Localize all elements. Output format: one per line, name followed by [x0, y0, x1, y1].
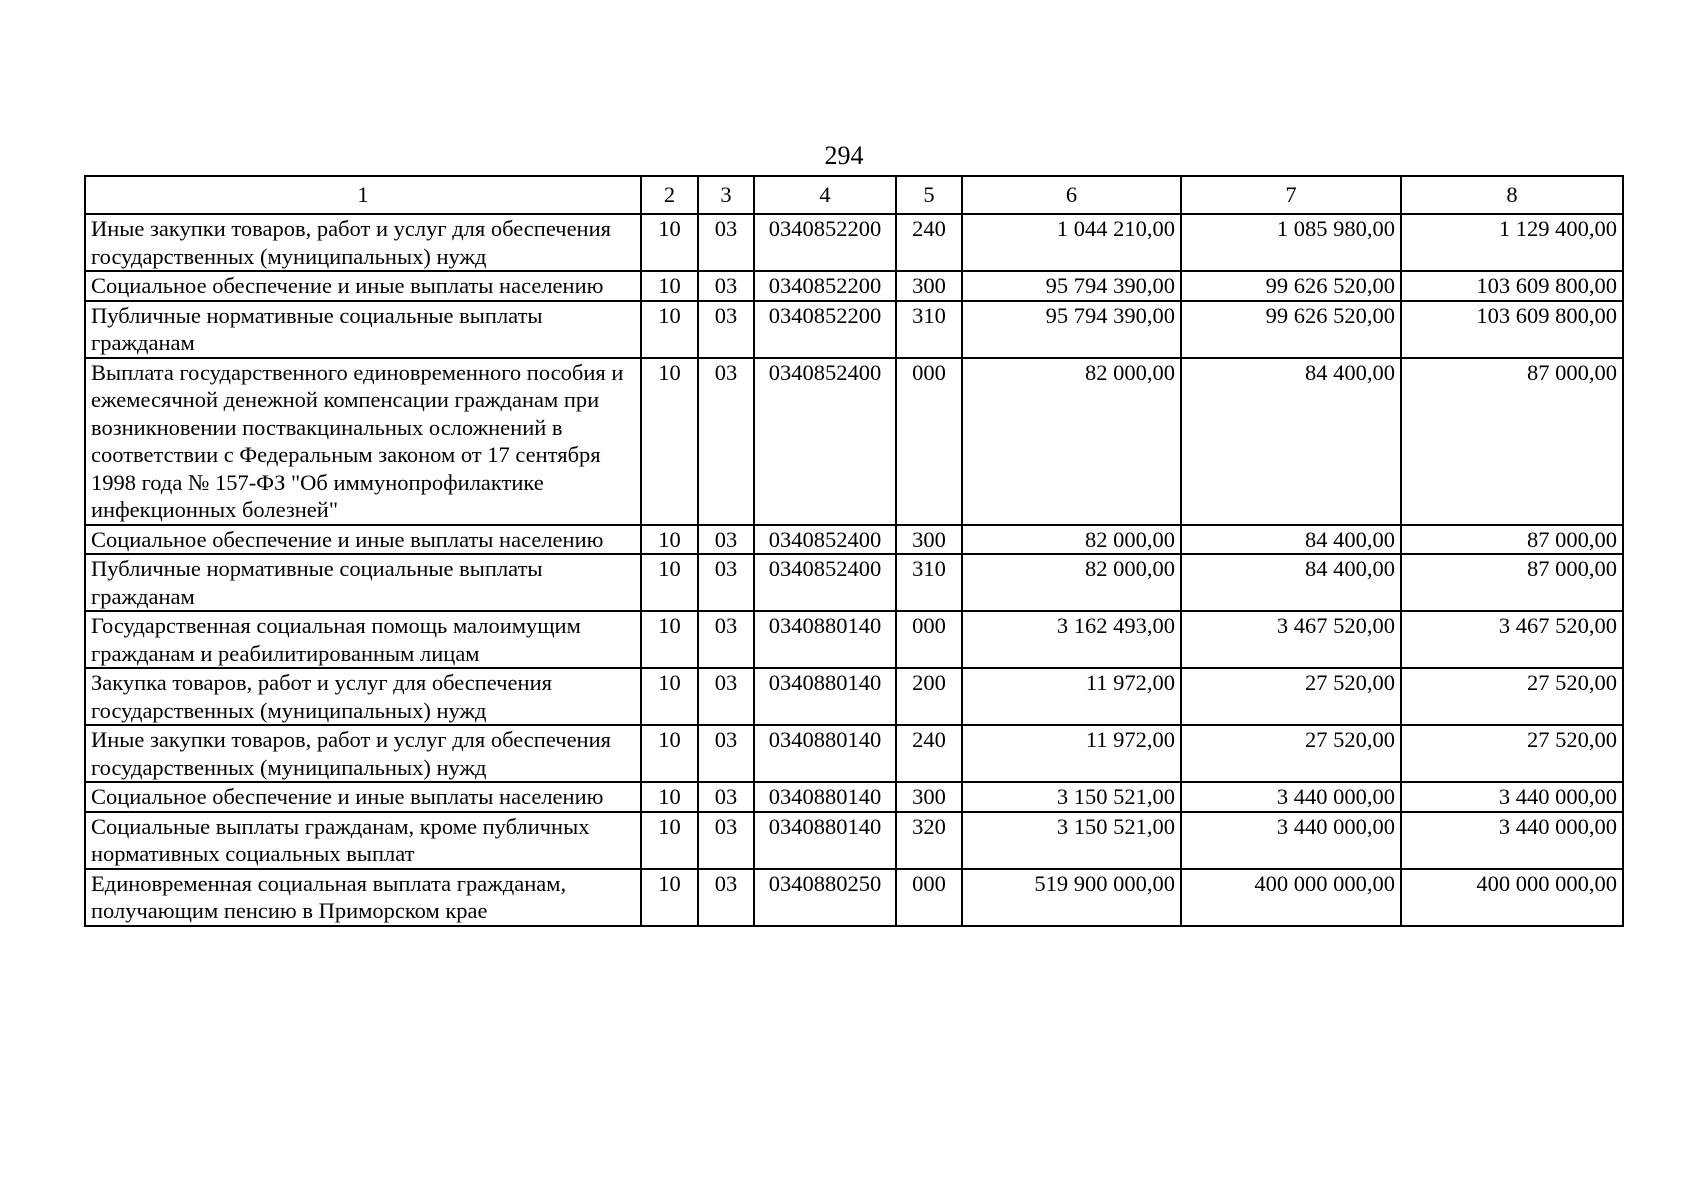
subsection-code: 03 [698, 554, 754, 611]
target-article-code: 0340852200 [754, 301, 896, 358]
amount-col-6: 3 150 521,00 [962, 782, 1181, 812]
subsection-code: 03 [698, 611, 754, 668]
amount-col-6: 82 000,00 [962, 358, 1181, 525]
table-row [85, 812, 1623, 869]
page-number: 294 [824, 141, 864, 170]
column-header: 5 [896, 176, 962, 214]
table-row [85, 554, 1623, 611]
subsection-code: 03 [698, 214, 754, 271]
section-code: 10 [641, 358, 698, 525]
section-code: 10 [641, 782, 698, 812]
amount-col-8: 3 440 000,00 [1401, 812, 1623, 869]
expense-type-code: 300 [896, 525, 962, 555]
section-code: 10 [641, 812, 698, 869]
amount-col-7: 3 467 520,00 [1181, 611, 1401, 668]
amount-col-8: 3 467 520,00 [1401, 611, 1623, 668]
amount-col-7: 1 085 980,00 [1181, 214, 1401, 271]
amount-col-6: 3 162 493,00 [962, 611, 1181, 668]
expense-type-code: 240 [896, 725, 962, 782]
row-name: Социальные выплаты гражданам, кроме публичных нормативных социальных выплат [85, 812, 641, 869]
amount-col-8: 87 000,00 [1401, 525, 1623, 555]
expense-type-code: 000 [896, 358, 962, 525]
section-code: 10 [641, 271, 698, 301]
table-row [85, 301, 1623, 358]
section-code: 10 [641, 301, 698, 358]
table-row [85, 525, 1623, 555]
section-code: 10 [641, 869, 698, 926]
amount-col-6: 11 972,00 [962, 725, 1181, 782]
expense-type-code: 000 [896, 611, 962, 668]
subsection-code: 03 [698, 271, 754, 301]
amount-col-7: 99 626 520,00 [1181, 301, 1401, 358]
target-article-code: 0340880140 [754, 782, 896, 812]
row-name: Закупка товаров, работ и услуг для обеспечения государственных (муниципальных) нужд [85, 668, 641, 725]
row-name: Иные закупки товаров, работ и услуг для обеспечения государственных (муниципальных) нужд [85, 725, 641, 782]
subsection-code: 03 [698, 668, 754, 725]
target-article-code: 0340880140 [754, 725, 896, 782]
amount-col-7: 27 520,00 [1181, 668, 1401, 725]
target-article-code: 0340852400 [754, 358, 896, 525]
expense-type-code: 300 [896, 271, 962, 301]
header-row [85, 176, 1623, 214]
table-row [85, 668, 1623, 725]
target-article-code: 0340880140 [754, 668, 896, 725]
target-article-code: 0340852200 [754, 214, 896, 271]
table-row [85, 271, 1623, 301]
section-code: 10 [641, 611, 698, 668]
subsection-code: 03 [698, 869, 754, 926]
row-name: Социальное обеспечение и иные выплаты населению [85, 782, 641, 812]
subsection-code: 03 [698, 301, 754, 358]
amount-col-6: 1 044 210,00 [962, 214, 1181, 271]
amount-col-7: 3 440 000,00 [1181, 782, 1401, 812]
amount-col-8: 27 520,00 [1401, 668, 1623, 725]
row-name: Социальное обеспечение и иные выплаты населению [85, 271, 641, 301]
table-row [85, 358, 1623, 525]
target-article-code: 0340880250 [754, 869, 896, 926]
target-article-code: 0340880140 [754, 812, 896, 869]
amount-col-7: 84 400,00 [1181, 554, 1401, 611]
column-header: 3 [698, 176, 754, 214]
amount-col-8: 103 609 800,00 [1401, 301, 1623, 358]
section-code: 10 [641, 214, 698, 271]
table-row [85, 214, 1623, 271]
column-header: 7 [1181, 176, 1401, 214]
subsection-code: 03 [698, 812, 754, 869]
amount-col-8: 27 520,00 [1401, 725, 1623, 782]
amount-col-7: 99 626 520,00 [1181, 271, 1401, 301]
expense-type-code: 240 [896, 214, 962, 271]
row-name: Иные закупки товаров, работ и услуг для обеспечения государственных (муниципальных) нужд [85, 214, 641, 271]
row-name: Публичные нормативные социальные выплаты гражданам [85, 554, 641, 611]
amount-col-7: 400 000 000,00 [1181, 869, 1401, 926]
budget-table [84, 175, 1624, 927]
amount-col-8: 103 609 800,00 [1401, 271, 1623, 301]
section-code: 10 [641, 668, 698, 725]
expense-type-code: 000 [896, 869, 962, 926]
subsection-code: 03 [698, 358, 754, 525]
row-name: Единовременная социальная выплата гражданам, получающим пенсию в Приморском крае [85, 869, 641, 926]
subsection-code: 03 [698, 725, 754, 782]
section-code: 10 [641, 525, 698, 555]
target-article-code: 0340852400 [754, 525, 896, 555]
amount-col-8: 1 129 400,00 [1401, 214, 1623, 271]
column-header: 4 [754, 176, 896, 214]
table-row [85, 611, 1623, 668]
target-article-code: 0340852400 [754, 554, 896, 611]
row-name: Социальное обеспечение и иные выплаты населению [85, 525, 641, 555]
amount-col-7: 84 400,00 [1181, 525, 1401, 555]
row-name: Выплата государственного единовременного пособия и ежемесячной денежной компенсации гражданам при возникновении поствакцинальных осложнений в соответствии с Федеральным законом от 17 сентября 1998 года № 157-ФЗ "Об иммунопрофилактике инфекционных болезней" [85, 358, 641, 525]
expense-type-code: 320 [896, 812, 962, 869]
amount-col-6: 82 000,00 [962, 554, 1181, 611]
expense-type-code: 200 [896, 668, 962, 725]
subsection-code: 03 [698, 782, 754, 812]
amount-col-8: 87 000,00 [1401, 358, 1623, 525]
amount-col-6: 95 794 390,00 [962, 301, 1181, 358]
amount-col-6: 82 000,00 [962, 525, 1181, 555]
table-row [85, 782, 1623, 812]
column-header: 8 [1401, 176, 1623, 214]
amount-col-7: 3 440 000,00 [1181, 812, 1401, 869]
amount-col-6: 95 794 390,00 [962, 271, 1181, 301]
subsection-code: 03 [698, 525, 754, 555]
target-article-code: 0340852200 [754, 271, 896, 301]
table-row [85, 725, 1623, 782]
amount-col-8: 87 000,00 [1401, 554, 1623, 611]
target-article-code: 0340880140 [754, 611, 896, 668]
table-row [85, 869, 1623, 926]
section-code: 10 [641, 554, 698, 611]
column-header: 2 [641, 176, 698, 214]
expense-type-code: 310 [896, 301, 962, 358]
expense-type-code: 310 [896, 554, 962, 611]
section-code: 10 [641, 725, 698, 782]
row-name: Публичные нормативные социальные выплаты гражданам [85, 301, 641, 358]
amount-col-6: 11 972,00 [962, 668, 1181, 725]
expense-type-code: 300 [896, 782, 962, 812]
amount-col-7: 84 400,00 [1181, 358, 1401, 525]
column-header: 1 [85, 176, 641, 214]
amount-col-6: 519 900 000,00 [962, 869, 1181, 926]
amount-col-7: 27 520,00 [1181, 725, 1401, 782]
amount-col-8: 400 000 000,00 [1401, 869, 1623, 926]
row-name: Государственная социальная помощь малоимущим гражданам и реабилитированным лицам [85, 611, 641, 668]
amount-col-6: 3 150 521,00 [962, 812, 1181, 869]
column-header: 6 [962, 176, 1181, 214]
amount-col-8: 3 440 000,00 [1401, 782, 1623, 812]
